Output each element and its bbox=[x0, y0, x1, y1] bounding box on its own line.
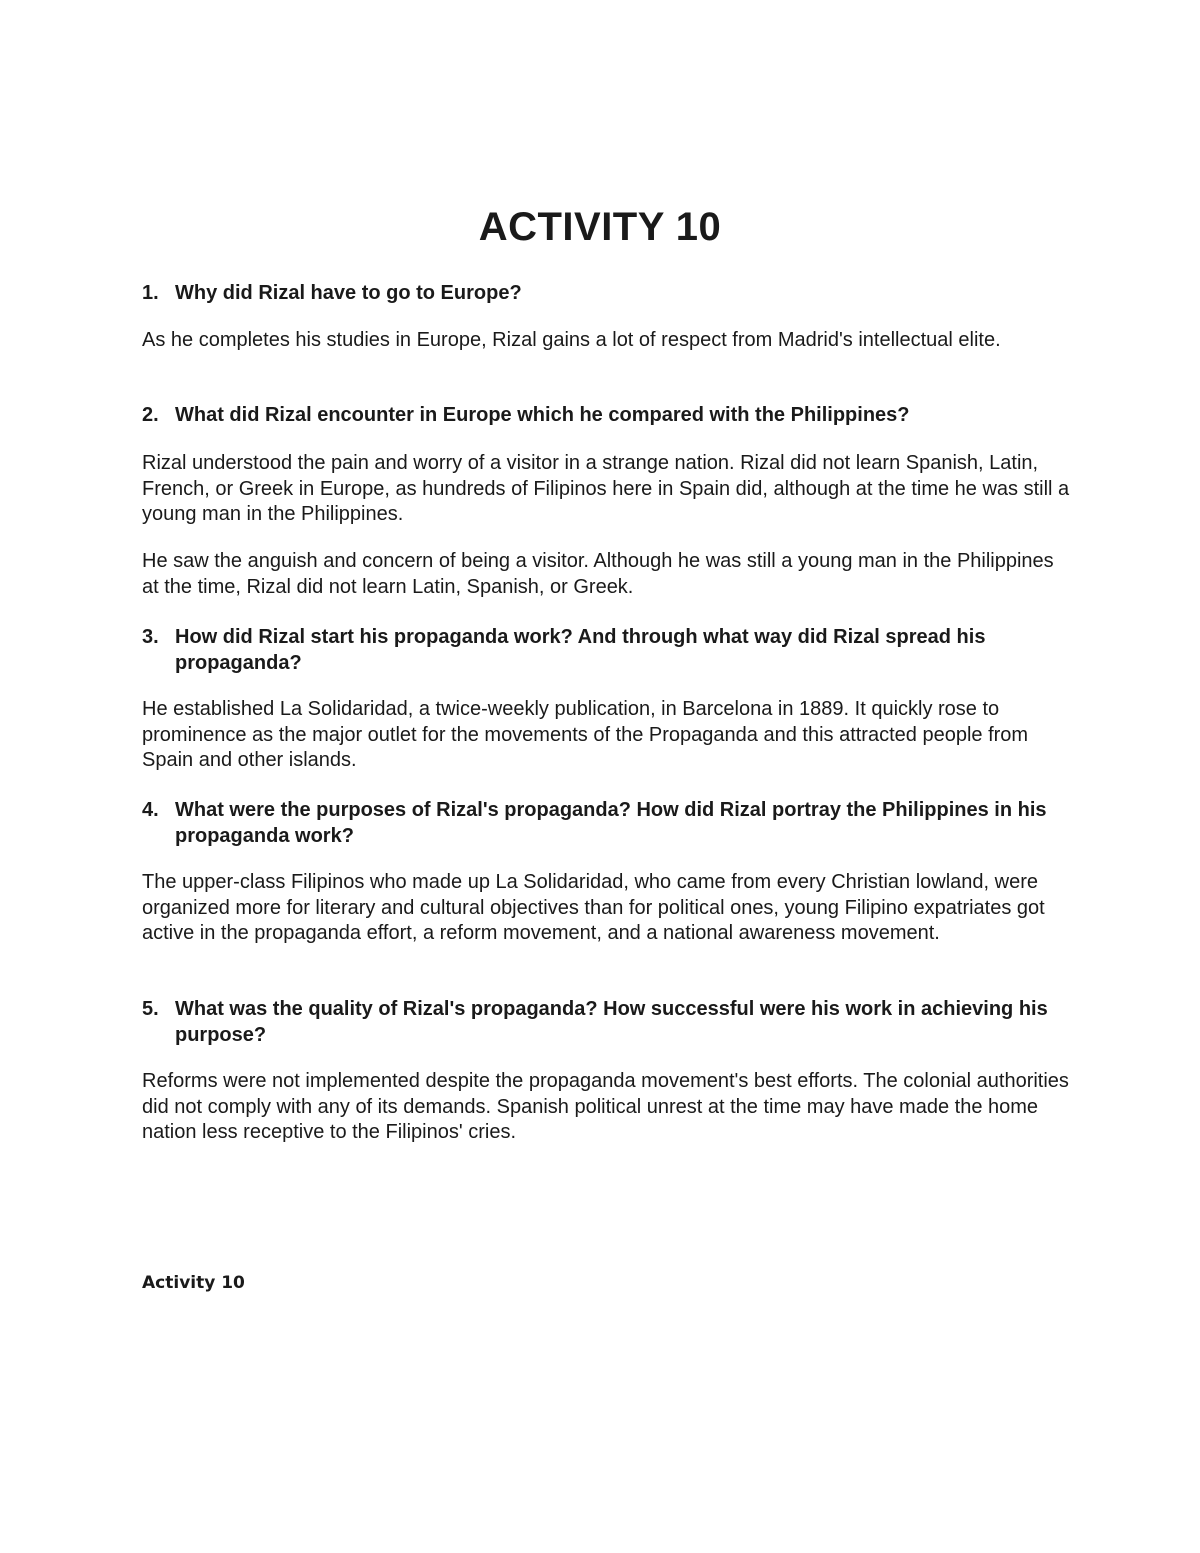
question-number: 1. bbox=[142, 282, 159, 304]
answer-5-paragraph-1: Reforms were not implemented despite the propaganda movement's best efforts. The colonial authorities did not comply with any of its demands. Spanish political unrest at the time may have made the home nation less receptive to the Filipinos' cries. bbox=[142, 1070, 1069, 1143]
question-3 bbox=[142, 624, 1075, 676]
question-number: 3. bbox=[142, 626, 159, 648]
answer-3-paragraph-1: He established La Solidaridad, a twice-weekly publication, in Barcelona in 1889. It quickly rose to prominence as the major outlet for the movements of the Propaganda and this attracted people from Spain and other islands. bbox=[142, 698, 1029, 771]
answer-2-paragraph-1: Rizal understood the pain and worry of a visitor in a strange nation. Rizal did not learn Spanish, Latin, French, or Greek in Europe, as hundreds of Filipinos here in Spain did, although at the time he was still a young man in the Philippines. bbox=[142, 452, 1070, 525]
answer-4-paragraph-1: The upper-class Filipinos who made up La Solidaridad, who came from every Christian lowland, were organized more for literary and cultural objectives than for political ones, young Filipino expatriates got active in the propaganda effort, a reform movement, and a national awareness movement. bbox=[142, 871, 1045, 944]
question-number: 4. bbox=[142, 799, 159, 821]
question-number: 2. bbox=[142, 404, 159, 426]
question-text: How did Rizal start his propaganda work? And through what way did Rizal spread his propaganda? bbox=[175, 626, 986, 674]
question-number: 5. bbox=[142, 998, 159, 1020]
question-text: What were the purposes of Rizal's propaganda? How did Rizal portray the Philippines in his propaganda work? bbox=[175, 799, 1047, 847]
footer-label: Activity 10 bbox=[142, 1273, 245, 1293]
question-5 bbox=[142, 996, 1075, 1048]
question-2 bbox=[142, 402, 1075, 428]
answer-2-paragraph-2: He saw the anguish and concern of being a visitor. Although he was still a young man in the Philippines at the time, Rizal did not learn Latin, Spanish, or Greek. bbox=[142, 550, 1054, 598]
question-1 bbox=[142, 280, 1075, 306]
answer-1-paragraph-1: As he completes his studies in Europe, Rizal gains a lot of respect from Madrid's intellectual elite. bbox=[142, 329, 1001, 351]
question-text: What did Rizal encounter in Europe which he compared with the Philippines? bbox=[175, 404, 910, 426]
question-text: What was the quality of Rizal's propaganda? How successful were his work in achieving his purpose? bbox=[175, 998, 1048, 1046]
page-title: ACTIVITY 10 bbox=[478, 205, 722, 249]
question-text: Why did Rizal have to go to Europe? bbox=[175, 282, 522, 304]
question-4 bbox=[142, 797, 1075, 849]
